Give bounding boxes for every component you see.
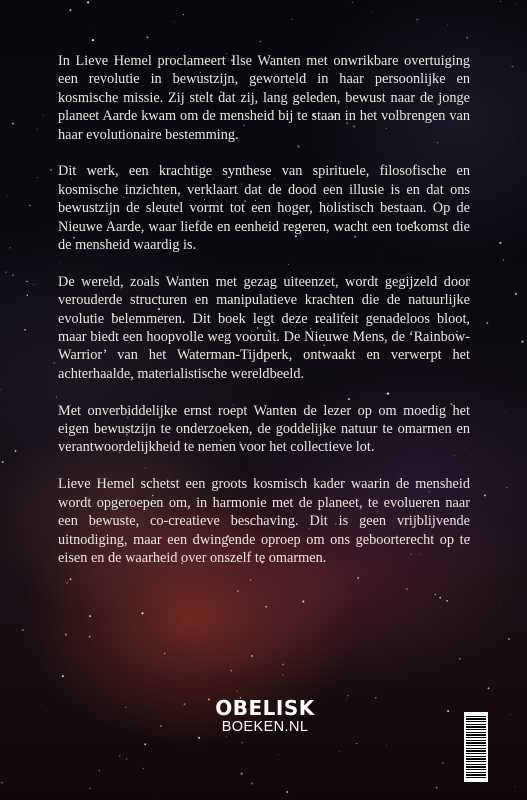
star [446, 600, 448, 602]
star [260, 41, 261, 42]
star [292, 19, 293, 20]
star [516, 4, 517, 5]
star [26, 281, 27, 282]
star [183, 14, 184, 15]
star [89, 636, 91, 638]
star [302, 600, 304, 602]
star [12, 123, 14, 125]
star [439, 597, 441, 599]
star [5, 271, 7, 273]
star [237, 591, 238, 592]
star [226, 736, 227, 737]
star [265, 606, 267, 608]
star [89, 615, 91, 617]
blurb-paragraph-4: Met onverbiddelijke ernst roept Wanten de lezer op om moedig het eigen bewustzijn te onderzoeken, de goddelijke natuur te omarmen en verantwoordelijkheid te nemen voor het collectieve lot. [58, 402, 470, 456]
star [198, 737, 200, 739]
star [53, 362, 55, 364]
star [521, 341, 523, 343]
star [282, 674, 283, 675]
star [119, 755, 120, 756]
star [241, 773, 243, 775]
star [7, 196, 8, 197]
star [87, 1, 89, 3]
star [511, 65, 513, 67]
star [500, 605, 501, 606]
star [286, 791, 288, 793]
star [56, 396, 57, 397]
star [15, 450, 17, 452]
star [347, 695, 348, 696]
star [70, 9, 72, 11]
blurb-paragraph-2: Dit werk, een krachtige synthese van spirituele, filosofische en kosmische inzichten, verklaart dat de dood een illusie is en dat ons bewustzijn de sleutel vormt tot een hoger, holistisch bestaan. Op de Nieuwe Aarde, waar liefde en eenheid regeren, wacht een toekomst die de mensheid waardig is. [58, 163, 470, 254]
star [141, 612, 143, 614]
blurb-paragraph-1: In Lieve Hemel proclameert Ilse Wanten met onwrikbare overtuiging een revolutie in bewustzijn, geworteld in haar persoonlijke en kosmische missie. Zij stelt dat zij, lang geleden, bewust naar de jonge planeet Aarde kwam om de mensheid bij te staan in het volbrengen van haar evolutionaire bestemming. [58, 53, 470, 143]
star [488, 687, 490, 689]
blurb-text [58, 52, 470, 567]
star [40, 705, 41, 706]
star [442, 762, 443, 763]
barcode-bars [466, 716, 486, 778]
star [503, 259, 504, 260]
star [24, 329, 26, 331]
isbn-barcode [464, 712, 488, 782]
star [345, 6, 346, 7]
star [1, 782, 3, 784]
star [50, 169, 52, 171]
star [471, 454, 472, 455]
star [140, 765, 141, 766]
star [508, 638, 510, 640]
star [231, 670, 232, 671]
star [99, 770, 100, 771]
star [9, 247, 11, 249]
star [515, 293, 517, 295]
star [2, 461, 4, 463]
star [241, 742, 243, 744]
star [92, 39, 94, 41]
star [466, 37, 468, 39]
star [499, 242, 501, 244]
star [89, 788, 90, 789]
star [416, 19, 417, 20]
star [70, 578, 72, 580]
publisher-logo [210, 697, 320, 736]
star [184, 703, 186, 705]
star [486, 322, 488, 324]
star [435, 594, 437, 596]
star [62, 675, 64, 677]
star [352, 2, 353, 3]
star [143, 768, 144, 769]
star [513, 142, 514, 143]
star [505, 411, 506, 412]
publisher-logo-url: BOEKEN.NL [221, 719, 309, 735]
star [43, 115, 44, 116]
star [436, 787, 438, 789]
star [357, 577, 359, 579]
star [236, 690, 237, 691]
star [459, 658, 460, 659]
star [12, 274, 14, 276]
star [0, 389, 1, 390]
star [174, 22, 175, 23]
star [125, 707, 126, 708]
star [22, 629, 24, 631]
star [160, 725, 162, 727]
star [27, 294, 28, 295]
star [155, 799, 156, 800]
star [514, 786, 515, 787]
star [371, 11, 372, 12]
star [375, 697, 376, 698]
star [250, 580, 251, 581]
star [144, 743, 146, 745]
star [130, 603, 131, 604]
star [346, 699, 347, 700]
publisher-logo-name: OBELISK [215, 696, 315, 720]
star [386, 745, 387, 746]
star [356, 743, 357, 744]
star [500, 1, 501, 2]
star [251, 655, 253, 657]
blurb-paragraph-5: Lieve Hemel schetst een groots kosmisch kader waarin de mensheid wordt opgeroepen om, in harmonie met de planeet, te evolueren naar een bewuste, co-creatieve beschaving. Dit is geen vrijblijvende uitnodiging, maar een dwingende oproep om ons geboorterecht op te eisen en de waarheid over onszelf te omarmen. [58, 476, 470, 566]
star [164, 653, 165, 654]
star [406, 588, 408, 590]
star [65, 633, 67, 635]
star [146, 36, 148, 38]
star [510, 714, 511, 715]
star [506, 487, 507, 488]
star [251, 782, 253, 784]
blurb-paragraph-3: De wereld, zoals Wanten met gezag uiteenzet, wordt gegijzeld door verouderde structuren en manipulatieve krachten die de natuurlijke evolutie belemmeren. Dit boek legt deze realiteit genadeloos bloot, maar biedt een hoopvolle weg vooruit. De Nieuwe Mens, de ‘Rainbow-Warrior’ van het Waterman-Tijdperk, ontwaakt en verwerpt het achterhaalde, materialistische wereldbeeld. [58, 273, 470, 382]
star [126, 758, 127, 759]
star [339, 751, 340, 752]
star [29, 205, 31, 207]
star [278, 754, 279, 755]
star [89, 30, 90, 31]
star [484, 494, 486, 496]
star [447, 710, 449, 712]
star [37, 177, 38, 178]
star [447, 25, 448, 26]
star [282, 664, 284, 666]
star [33, 284, 34, 285]
star [37, 129, 38, 130]
star [66, 582, 68, 584]
